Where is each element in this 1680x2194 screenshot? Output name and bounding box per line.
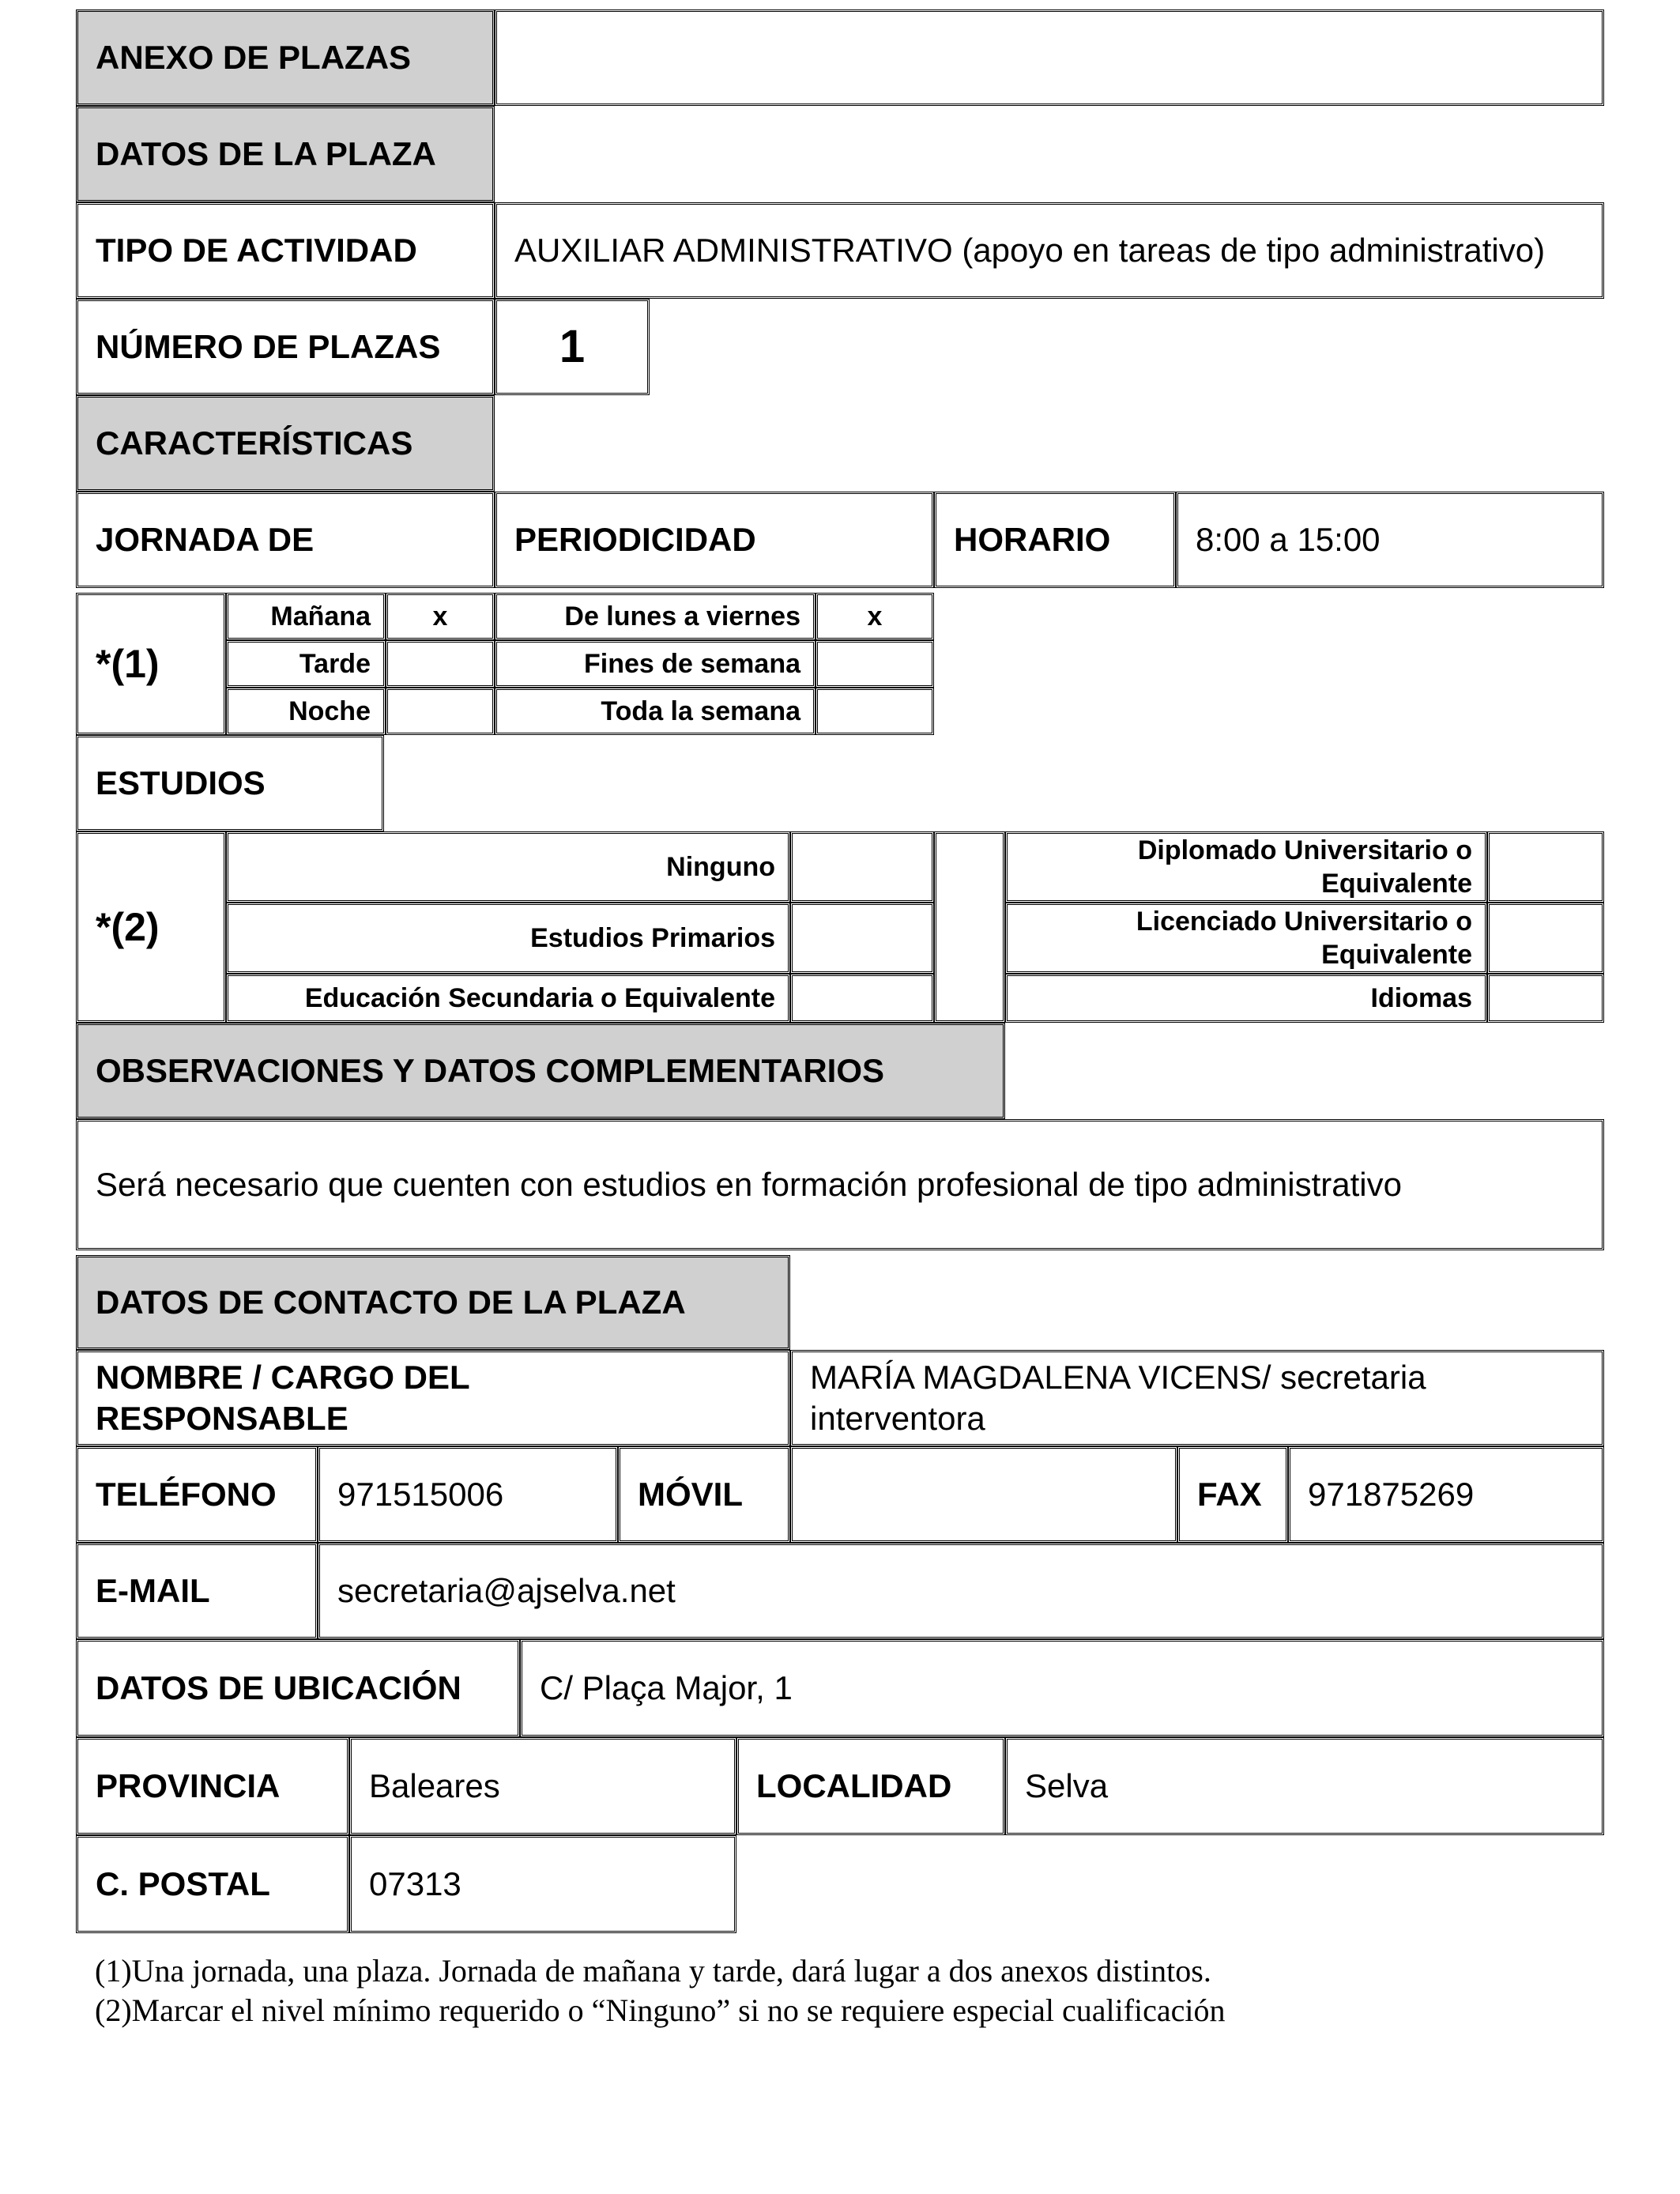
localidad-label	[736, 1737, 1005, 1835]
estudios-licenciado-text-1: Licenciado Universitario o	[1136, 906, 1472, 937]
estudios-ninguno-label	[226, 831, 790, 903]
localidad-value	[1005, 1737, 1604, 1835]
note-1	[76, 593, 226, 735]
estudios-separator	[934, 831, 1005, 1023]
fax-label	[1177, 1446, 1288, 1543]
provincia-value	[349, 1737, 736, 1835]
estudios-licenciado-checkbox[interactable]	[1487, 903, 1604, 974]
contacto-title	[76, 1255, 790, 1350]
anexo-title	[76, 9, 495, 106]
horario-value	[1176, 492, 1604, 588]
jornada-manana-mark: x	[432, 601, 448, 631]
ubicacion-value-text: C/ Plaça Major, 1	[540, 1668, 793, 1706]
estudios-title	[76, 735, 384, 831]
tipo-actividad-label-text: TIPO DE ACTIVIDAD	[96, 231, 417, 269]
movil-label-text: MÓVIL	[638, 1475, 743, 1513]
footnote-1: (1)Una jornada, una plaza. Jornada de mañana y tarde, dará lugar a dos anexos distintos.	[95, 1953, 1211, 1989]
estudios-diplomado-checkbox[interactable]	[1487, 831, 1604, 903]
localidad-label-text: LOCALIDAD	[756, 1766, 952, 1804]
fax-label-text: FAX	[1197, 1475, 1262, 1513]
fax-value-text: 971875269	[1308, 1475, 1475, 1513]
horario-label	[934, 492, 1176, 588]
periodicidad-fines-semana-checkbox[interactable]	[816, 640, 934, 688]
estudios-diplomado-text-2: Equivalente	[1321, 869, 1472, 899]
numero-plazas-label	[76, 299, 495, 395]
estudios-licenciado-text-2: Equivalente	[1321, 940, 1472, 970]
periodicidad-fines-semana-label	[495, 640, 816, 688]
telefono-value-text: 971515006	[337, 1475, 504, 1513]
jornada-label	[76, 492, 495, 588]
responsable-value-text: MARÍA MAGDALENA VICENS/ secretaria interventora	[810, 1358, 1426, 1437]
tipo-actividad-label	[76, 202, 495, 299]
periodicidad-label	[495, 492, 934, 588]
anexo-title-text: ANEXO DE PLAZAS	[96, 38, 412, 76]
telefono-label	[76, 1446, 318, 1543]
horario-label-text: HORARIO	[954, 520, 1111, 558]
postal-value-text: 07313	[369, 1864, 461, 1902]
periodicidad-lunes-viernes-mark: x	[867, 601, 883, 631]
estudios-diplomado-text-1: Diplomado Universitario o	[1137, 835, 1472, 865]
provincia-label	[76, 1737, 349, 1835]
jornada-tarde-text: Tarde	[299, 648, 371, 679]
datos-plaza-title	[76, 106, 495, 202]
observaciones-text-content: Será necesario que cuenten con estudios en formación profesional de tipo administrativo	[96, 1165, 1402, 1203]
note-2-text: *(2)	[96, 904, 160, 949]
telefono-label-text: TELÉFONO	[96, 1475, 277, 1513]
observaciones-text	[76, 1119, 1604, 1250]
jornada-manana-checkbox[interactable]	[386, 593, 495, 640]
periodicidad-lunes-viernes-text: De lunes a viernes	[564, 601, 800, 631]
ubicacion-label	[76, 1639, 520, 1737]
jornada-label-text: JORNADA DE	[96, 520, 315, 558]
estudios-idiomas-text: Idiomas	[1370, 982, 1472, 1013]
provincia-label-text: PROVINCIA	[96, 1766, 281, 1804]
estudios-licenciado-label	[1005, 903, 1487, 974]
email-value-text: secretaria@ajselva.net	[337, 1571, 676, 1609]
estudios-idiomas-label	[1005, 974, 1487, 1023]
periodicidad-lunes-viernes-checkbox[interactable]	[816, 593, 934, 640]
email-value	[318, 1543, 1604, 1639]
periodicidad-lunes-viernes-label	[495, 593, 816, 640]
email-label-text: E-MAIL	[96, 1571, 210, 1609]
localidad-value-text: Selva	[1025, 1766, 1109, 1804]
fax-value	[1288, 1446, 1604, 1543]
jornada-tarde-checkbox[interactable]	[386, 640, 495, 688]
responsable-label-text-2: RESPONSABLE	[96, 1400, 348, 1437]
estudios-secundaria-label	[226, 974, 790, 1023]
estudios-primarios-label	[226, 903, 790, 974]
jornada-manana-text: Mañana	[270, 601, 371, 631]
periodicidad-toda-semana-text: Toda la semana	[601, 696, 800, 726]
ubicacion-label-text: DATOS DE UBICACIÓN	[96, 1668, 461, 1706]
anexo-value	[495, 9, 1604, 106]
estudios-secundaria-text: Educación Secundaria o Equivalente	[304, 982, 775, 1013]
estudios-primarios-text: Estudios Primarios	[530, 922, 775, 953]
estudios-ninguno-checkbox[interactable]	[790, 831, 934, 903]
estudios-primarios-checkbox[interactable]	[790, 903, 934, 974]
postal-label	[76, 1835, 349, 1933]
movil-value	[790, 1446, 1177, 1543]
jornada-tarde-label	[226, 640, 386, 688]
note-1-text: *(1)	[96, 641, 160, 686]
observaciones-title-text: OBSERVACIONES Y DATOS COMPLEMENTARIOS	[96, 1051, 885, 1089]
ubicacion-value	[520, 1639, 1604, 1737]
periodicidad-fines-semana-text: Fines de semana	[583, 648, 800, 679]
observaciones-title	[76, 1023, 1005, 1119]
periodicidad-toda-semana-label	[495, 688, 816, 735]
contacto-title-text: DATOS DE CONTACTO DE LA PLAZA	[96, 1283, 686, 1321]
horario-value-text: 8:00 a 15:00	[1196, 520, 1381, 558]
caracteristicas-title-text: CARACTERÍSTICAS	[96, 424, 413, 462]
periodicidad-toda-semana-checkbox[interactable]	[816, 688, 934, 735]
tipo-actividad-value-text: AUXILIAR ADMINISTRATIVO (apoyo en tareas de tipo administrativo)	[514, 231, 1546, 269]
jornada-noche-checkbox[interactable]	[386, 688, 495, 735]
telefono-value	[318, 1446, 618, 1543]
numero-plazas-value	[495, 299, 650, 395]
numero-plazas-value-text: 1	[559, 320, 586, 372]
responsable-value	[790, 1350, 1604, 1446]
responsable-label-text-1: NOMBRE / CARGO DEL	[96, 1358, 470, 1396]
estudios-diplomado-label	[1005, 831, 1487, 903]
estudios-title-text: ESTUDIOS	[96, 763, 266, 801]
datos-plaza-title-text: DATOS DE LA PLAZA	[96, 134, 436, 172]
jornada-manana-label	[226, 593, 386, 640]
estudios-secundaria-checkbox[interactable]	[790, 974, 934, 1023]
responsable-label	[76, 1350, 790, 1446]
periodicidad-label-text: PERIODICIDAD	[514, 520, 756, 558]
postal-label-text: C. POSTAL	[96, 1864, 270, 1902]
jornada-noche-label	[226, 688, 386, 735]
postal-value	[349, 1835, 736, 1933]
numero-plazas-label-text: NÚMERO DE PLAZAS	[96, 327, 441, 365]
provincia-value-text: Baleares	[369, 1766, 500, 1804]
email-label	[76, 1543, 318, 1639]
estudios-idiomas-checkbox[interactable]	[1487, 974, 1604, 1023]
movil-label	[618, 1446, 790, 1543]
caracteristicas-title	[76, 395, 495, 492]
jornada-noche-text: Noche	[288, 696, 371, 726]
tipo-actividad-value	[495, 202, 1604, 299]
footnote-2: (2)Marcar el nivel mínimo requerido o “Ninguno” si no se requiere especial cualificación	[95, 1992, 1226, 2028]
estudios-ninguno-text: Ninguno	[666, 851, 775, 882]
note-2	[76, 831, 226, 1023]
